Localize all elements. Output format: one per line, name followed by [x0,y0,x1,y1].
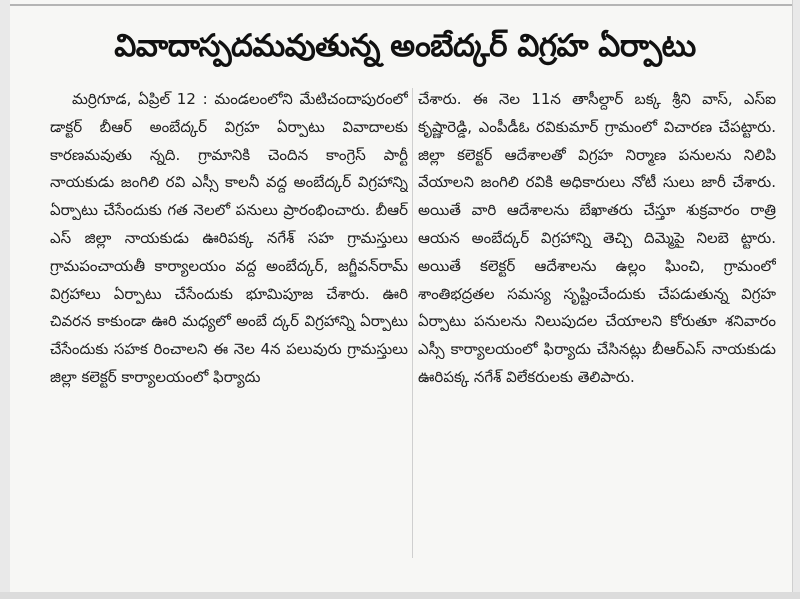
headline: వివాదాస్పదమవుతున్న అంబేద్కర్ విగ్రహ ఏర్పాటు [114,28,696,64]
top-rule [10,4,792,6]
column-divider [412,88,413,558]
article-column-left [50,86,408,566]
news-clipping [10,0,793,592]
article-body-left: మర్రిగూడ, ఏప్రిల్ 12 : మండలంలోని మేటిచందాపురంలో డాక్టర్ బీఆర్ అంబేద్కర్ విగ్రహ ఏర్పాటు వివాదాలకు కారణమవుతు న్నది. గ్రామానికి చెందిన కాంగ్రెస్ పార్టీ నాయకుడు జంగిలి రవి ఎస్సీ కాలనీ వద్ద అంబేద్కర్ విగ్రహాన్ని ఏర్పాటు చేసేందుకు గత నెలలో పనులు ప్రారంభించారు. బీఆర్ ఎస్ జిల్లా నాయకుడు ఊరిపక్క నగేశ్ సహ గ్రామస్తులు గ్రామపంచాయతీ కార్యాలయం వద్ద అంబేద్కర్, జగ్జీవన్‌రామ్ విగ్రహాలు ఏర్పాటు చేసేందుకు భూమిపూజ చేశారు. ఊరి చివరన కాకుండా ఊరి మధ్యలో అంబే ద్కర్ విగ్రహాన్ని ఏర్పాటు చేసేందుకు సహక రించాలని ఈ నెల 4న పలువురు గ్రామస్తులు జిల్లా కలెక్టర్ కార్యాలయంలో ఫిర్యాదు [50,90,408,386]
article-body-right: చేశారు. ఈ నెల 11న తాసీల్దార్ బక్క శ్రీని వాస్, ఎస్ఐ కృష్ణారెడ్డి, ఎంపీడీఓ రవికుమార్ గ్రామంలో విచారణ చేపట్టారు. జిల్లా కలెక్టర్ ఆదేశాలతో విగ్రహ నిర్మాణ పనులను నిలిపి వేయాలని జంగిలి రవికి అధికారులు నోటీ సులు జారీ చేశారు. అయితే వారి ఆదేశాలను బేఖాతరు చేస్తూ శుక్రవారం రాత్రి ఆయన అంబేద్కర్ విగ్రహాన్ని తెచ్చి దిమ్మెపై నిలబె ట్టారు. అయితే కలెక్టర్ ఆదేశాలను ఉల్లం ఘించి, గ్రామంలో శాంతిభద్రతల సమస్య సృష్టించేందుకు చేపడుతున్న విగ్రహ ఏర్పాటు పనులను నిలుపుదల చేయాలని కోరుతూ శనివారం ఎస్సీ కార్యాలయంలో ఫిర్యాదు చేసినట్లు బీఆర్ఎస్ నాయకుడు ఊరిపక్క నగేశ్ విలేకరులకు తెలిపారు. [418,90,776,386]
article-column-right [418,86,776,566]
page-edge [0,592,800,599]
